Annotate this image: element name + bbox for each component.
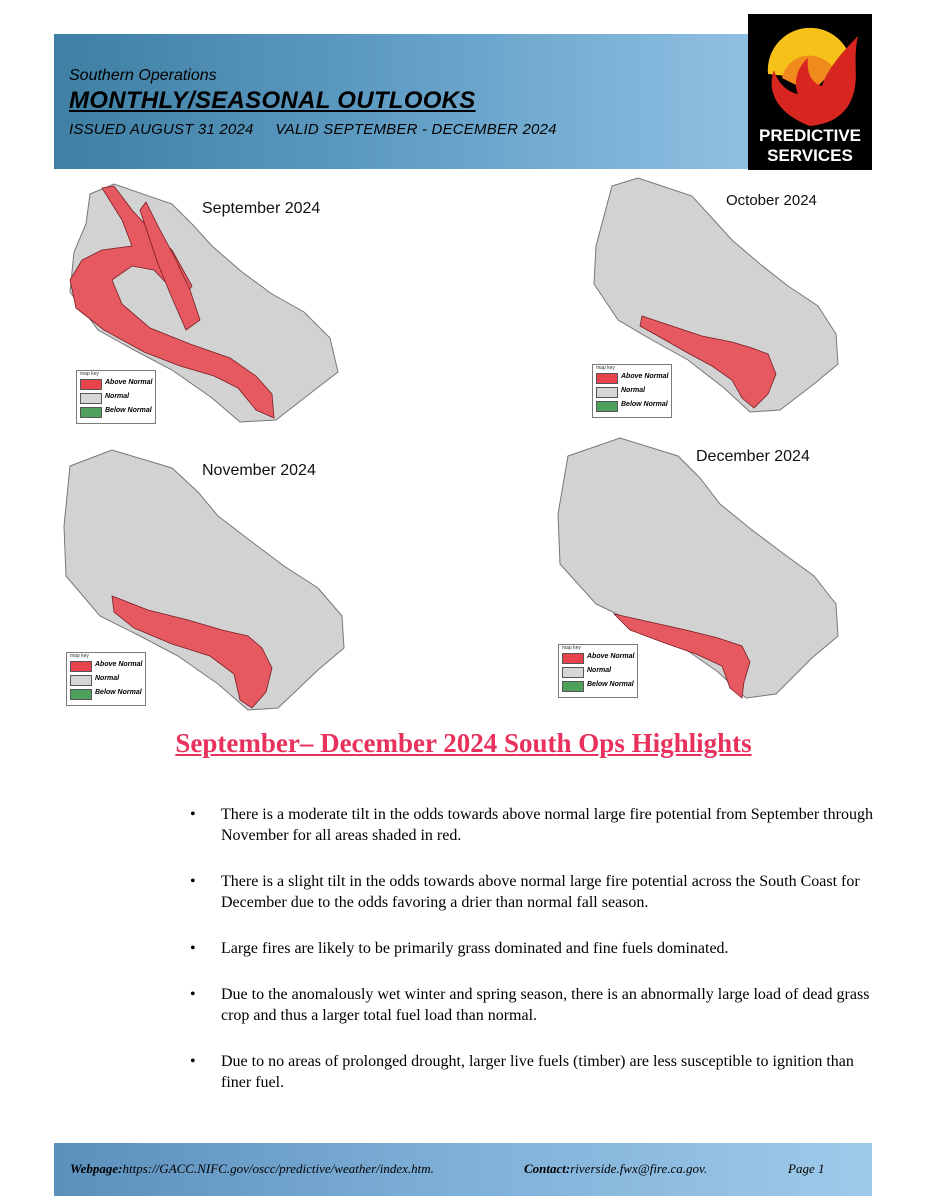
bullet-icon: • (190, 806, 196, 823)
map-title: December 2024 (696, 448, 810, 465)
legend-swatch (70, 689, 92, 700)
legend-label: Normal (587, 667, 612, 674)
legend-swatch (596, 401, 618, 412)
bullet-icon: • (190, 986, 196, 1003)
legend-swatch (70, 675, 92, 686)
header-issued: ISSUED AUGUST 31 2024 VALID SEPTEMBER - DECEMBER 2024 (69, 121, 557, 138)
bullet-text: Due to no areas of prolonged drought, larger live fuels (timber) are less susceptible to ignition than finer fuel. (221, 1053, 854, 1091)
legend-swatch (80, 393, 102, 404)
legend-item-above (562, 651, 636, 664)
legend-swatch (596, 373, 618, 384)
footer-webpage (70, 1161, 434, 1177)
map-title: November 2024 (202, 462, 316, 479)
contact-email-link[interactable]: riverside.fwx@fire.ca.gov. (570, 1161, 708, 1176)
map-title: September 2024 (202, 200, 321, 217)
map-legend (592, 364, 672, 418)
legend-header: map key (70, 653, 89, 659)
legend-swatch (80, 379, 102, 390)
legend-header: map key (562, 645, 581, 651)
map-october (582, 176, 842, 416)
page-number: Page 1 (788, 1161, 825, 1176)
legend-label: Above Normal (587, 653, 635, 660)
highlights-list (190, 804, 880, 1118)
list-item (190, 871, 880, 913)
legend-swatch (562, 681, 584, 692)
logo-line1: PREDICTIVE (758, 126, 862, 145)
legend-label: Above Normal (95, 661, 143, 668)
list-item (190, 984, 880, 1026)
bullet-text: Large fires are likely to be primarily grass dominated and fine fuels dominated. (221, 940, 729, 957)
bullet-icon: • (190, 1053, 196, 1070)
legend-label: Normal (105, 393, 130, 400)
legend-item-normal (70, 673, 144, 686)
legend-item-above (70, 659, 144, 672)
legend-item-above (80, 377, 154, 390)
legend-item-below (562, 679, 636, 692)
legend-label: Above Normal (105, 379, 153, 386)
predictive-services-logo (748, 14, 872, 170)
header-banner (54, 34, 748, 169)
legend-label: Below Normal (587, 681, 634, 688)
legend-item-normal (562, 665, 636, 678)
legend-item-normal (80, 391, 154, 404)
legend-swatch (70, 661, 92, 672)
bullet-icon: • (190, 873, 196, 890)
legend-item-normal (596, 385, 670, 398)
bullet-text: There is a slight tilt in the odds towards above normal large fire potential across the South Coast for December due to the odds favoring a drier than normal fall season. (221, 873, 860, 911)
legend-swatch (562, 667, 584, 678)
legend-swatch (562, 653, 584, 664)
highlights-title: September– December 2024 South Ops Highlights (175, 728, 752, 758)
footer-contact (524, 1161, 707, 1177)
contact-label: Contact: (524, 1161, 571, 1176)
flame-logo-icon (748, 14, 872, 132)
legend-item-above (596, 371, 670, 384)
legend-item-below (70, 687, 144, 700)
legend-header: map key (596, 365, 615, 371)
map-november (52, 446, 352, 714)
bullet-text: There is a moderate tilt in the odds towards above normal large fire potential from September through November for all areas shaded in red. (221, 806, 873, 844)
map-september (62, 180, 342, 425)
map-legend (558, 644, 638, 698)
legend-label: Below Normal (621, 401, 668, 408)
logo-line2: SERVICES (767, 146, 853, 165)
list-item (190, 804, 880, 846)
header-subtitle: Southern Operations (69, 67, 217, 84)
list-item (190, 1051, 880, 1093)
legend-label: Below Normal (105, 407, 152, 414)
legend-swatch (80, 407, 102, 418)
bullet-icon: • (190, 940, 196, 957)
legend-label: Normal (95, 675, 120, 682)
list-item (190, 938, 880, 959)
legend-header: map key (80, 371, 99, 377)
footer-bar (54, 1143, 872, 1196)
legend-label: Normal (621, 387, 646, 394)
webpage-label: Webpage: (70, 1161, 123, 1176)
legend-label: Below Normal (95, 689, 142, 696)
map-legend (66, 652, 146, 706)
legend-item-below (596, 399, 670, 412)
header-title: MONTHLY/SEASONAL OUTLOOKS (69, 87, 476, 114)
map-title: October 2024 (726, 192, 817, 209)
bullet-text: Due to the anomalously wet winter and spring season, there is an abnormally large load of dead grass crop and thus a larger total fuel load than normal. (221, 986, 870, 1024)
map-december (550, 436, 850, 704)
map-legend (76, 370, 156, 424)
legend-item-below (80, 405, 154, 418)
legend-label: Above Normal (621, 373, 669, 380)
legend-swatch (596, 387, 618, 398)
webpage-link[interactable]: https://GACC.NIFC.gov/oscc/predictive/weather/index.htm. (122, 1161, 434, 1176)
